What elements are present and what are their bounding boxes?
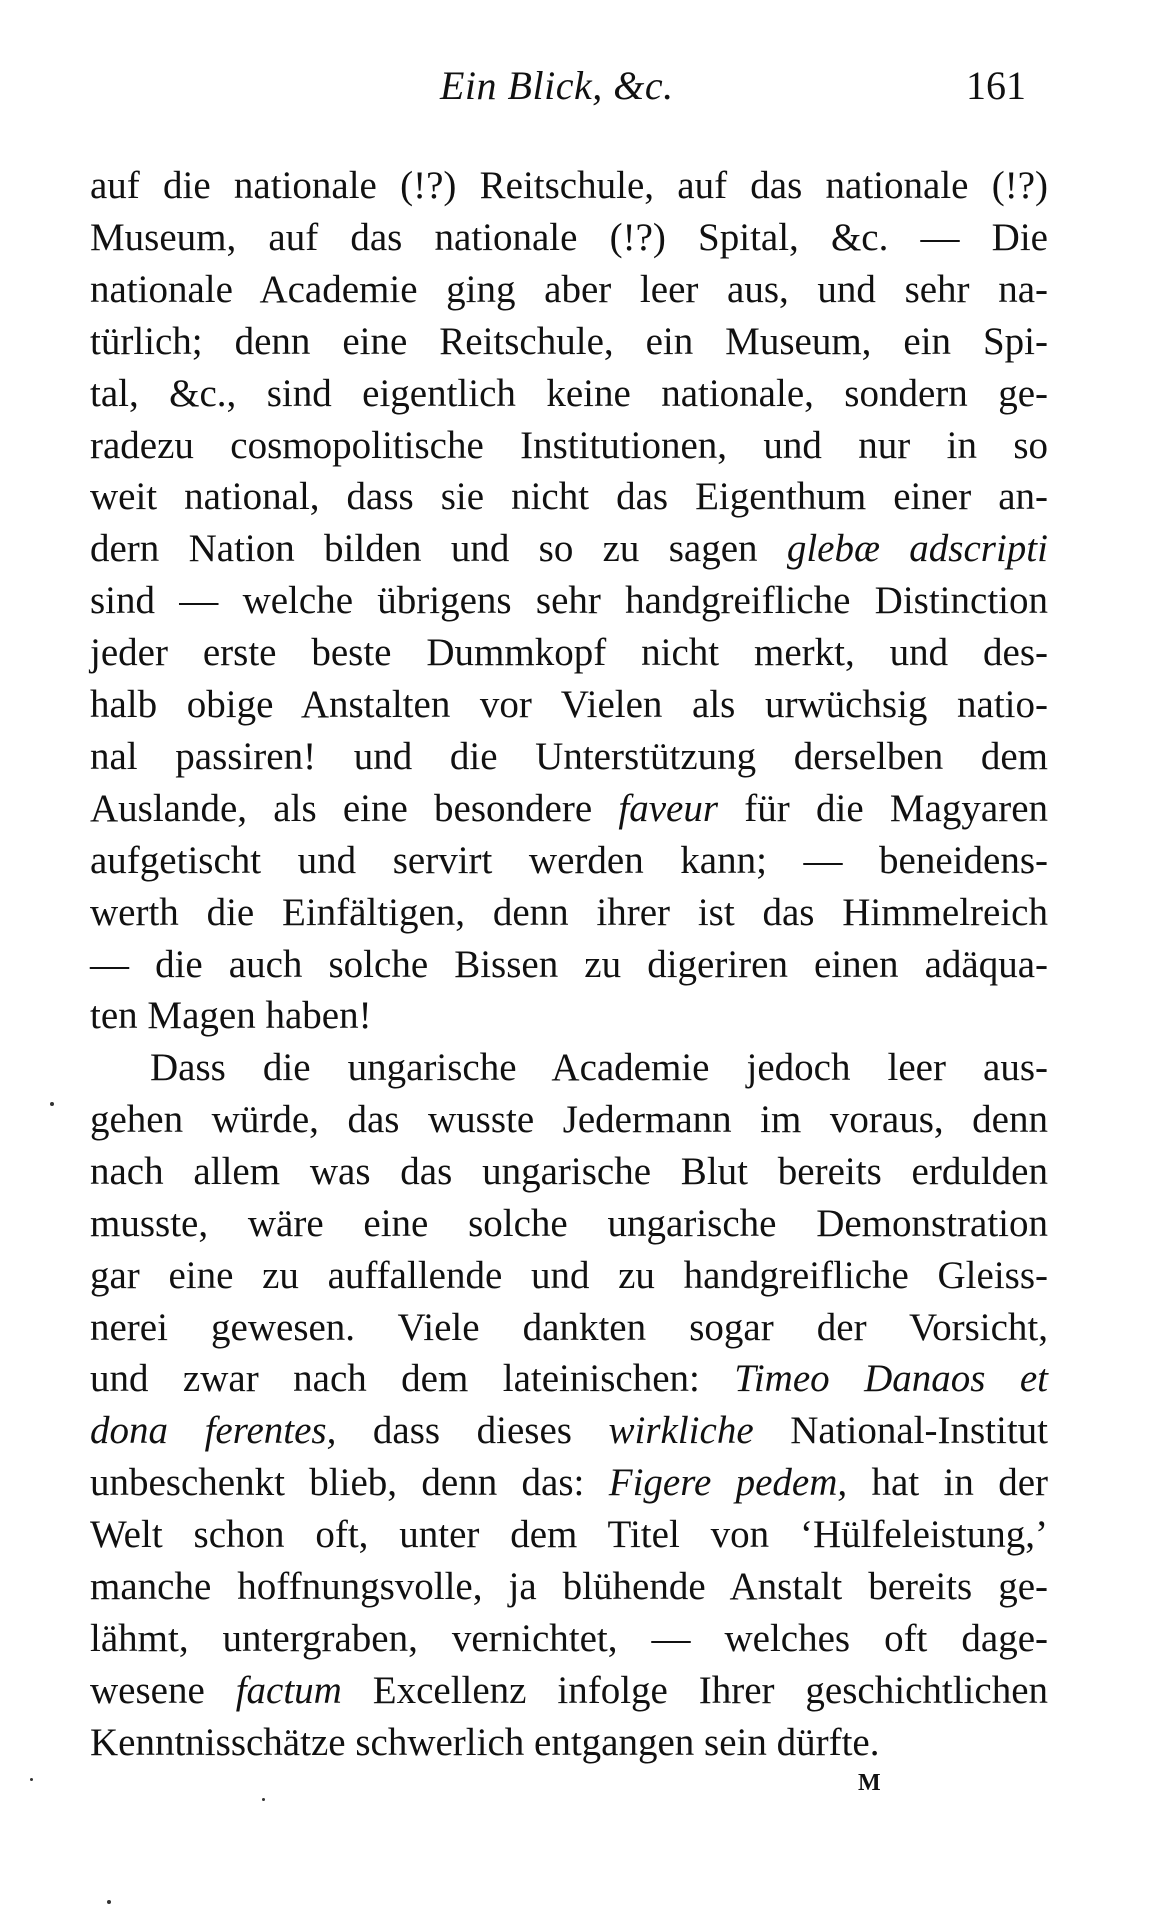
italic-phrase: Figere pedem, xyxy=(608,1461,848,1505)
text-line xyxy=(90,368,1048,420)
text-line xyxy=(90,679,1048,731)
line-text: gehen würde, das wusste Jedermann im voraus, denn xyxy=(90,1097,1048,1141)
line-text: National-Institut xyxy=(753,1409,1048,1453)
speck-mark xyxy=(107,1900,111,1904)
speck-mark xyxy=(262,1798,265,1801)
text-line xyxy=(90,939,1048,991)
line-text: weit national, dass sie nicht das Eigenthum einer an- xyxy=(90,475,1048,519)
line-text: Museum, auf das nationale (!?) Spital, &c. — Die xyxy=(90,215,1048,259)
line-text: — die auch solche Bissen zu digeriren einen adäqua- xyxy=(90,942,1048,986)
line-text: Kenntnisschätze schwerlich entgangen sein dürfte. xyxy=(90,1720,880,1764)
text-line xyxy=(90,1405,1048,1457)
text-line xyxy=(90,523,1048,575)
italic-phrase: glebæ adscripti xyxy=(786,527,1048,571)
text-line xyxy=(90,212,1048,264)
text-line xyxy=(150,1042,1048,1094)
speck-mark xyxy=(50,1102,54,1106)
line-text: halb obige Anstalten vor Vielen als urwüchsig natio- xyxy=(90,683,1048,726)
line-text: hat in der xyxy=(847,1461,1049,1505)
text-line xyxy=(90,1302,1048,1354)
page-number: 161 xyxy=(966,63,1026,108)
text-line xyxy=(90,1198,1048,1250)
speck-mark xyxy=(30,1778,33,1781)
text-line xyxy=(90,731,1048,783)
line-text: dass dieses xyxy=(336,1409,609,1453)
line-text: tal, &c., sind eigentlich keine nationale, sondern ge- xyxy=(90,371,1048,415)
text-line xyxy=(90,627,1048,679)
text-line xyxy=(90,471,1048,523)
text-line xyxy=(90,835,1048,887)
text-line xyxy=(90,1146,1048,1198)
line-text: musste, wäre eine solche ungarische Demonstration xyxy=(90,1201,1048,1245)
line-text: und zwar nach dem lateinischen: xyxy=(90,1357,735,1401)
line-text: türlich; denn eine Reitschule, ein Museum, ein Spi- xyxy=(90,319,1048,363)
text-line xyxy=(90,420,1048,472)
line-text: gar eine zu auffallende und zu handgreifliche Gleiss- xyxy=(90,1253,1048,1297)
text-line xyxy=(90,1457,1048,1509)
italic-phrase: dona ferentes, xyxy=(90,1409,337,1453)
line-text: nach allem was das ungarische Blut bereits erdulden xyxy=(90,1149,1048,1193)
text-line xyxy=(90,990,1048,1042)
italic-phrase: wirkliche xyxy=(608,1409,754,1453)
text-line xyxy=(90,783,1048,835)
line-text: nerei gewesen. Viele dankten sogar der Vorsicht, xyxy=(90,1305,1048,1349)
text-line xyxy=(90,575,1048,627)
line-text: nationale Academie ging aber leer aus, und sehr na- xyxy=(90,267,1048,311)
line-text: sind — welche übrigens sehr handgreifliche Distinction xyxy=(90,579,1048,623)
text-line xyxy=(90,1561,1048,1613)
line-text: jeder erste beste Dummkopf nicht merkt, und des- xyxy=(90,631,1048,675)
line-text: wesene xyxy=(90,1668,236,1712)
signature-mark: M xyxy=(858,1770,881,1796)
text-line xyxy=(90,316,1048,368)
running-title: Ein Blick, &c. xyxy=(440,63,674,108)
text-line xyxy=(90,887,1048,939)
text-line xyxy=(90,1509,1048,1561)
line-text: für die Magyaren xyxy=(718,786,1048,830)
line-text: Auslande, als eine besondere xyxy=(90,786,619,830)
line-text: nal passiren! und die Unterstützung derselben dem xyxy=(90,734,1048,778)
line-text: manche hoffnungsvolle, ja blühende Anstalt bereits ge- xyxy=(90,1565,1048,1608)
text-line xyxy=(90,160,1048,212)
line-text: auf die nationale (!?) Reitschule, auf das nationale (!?) xyxy=(90,164,1048,207)
italic-phrase: factum xyxy=(235,1668,342,1712)
text-line xyxy=(90,1717,1048,1769)
text-line xyxy=(90,1094,1048,1146)
line-text: aufgetischt und servirt werden kann; — beneidens- xyxy=(90,838,1048,882)
line-text: Excellenz infolge Ihrer geschichtlichen xyxy=(341,1668,1048,1712)
line-text: werth die Einfältigen, denn ihrer ist das Himmelreich xyxy=(90,890,1048,934)
text-line xyxy=(90,1250,1048,1302)
line-text: unbeschenkt blieb, denn das: xyxy=(90,1461,609,1505)
italic-phrase: faveur xyxy=(618,786,719,830)
text-line xyxy=(90,1665,1048,1717)
line-text: radezu cosmopolitische Institutionen, und nur in so xyxy=(90,423,1048,467)
line-text: lähmt, untergraben, vernichtet, — welches oft dage- xyxy=(90,1616,1048,1660)
italic-phrase: Timeo Danaos et xyxy=(734,1357,1048,1401)
line-text: Welt schon oft, unter dem Titel von ‘Hülfeleistung,’ xyxy=(90,1513,1048,1557)
text-line xyxy=(90,1613,1048,1665)
line-text: Dass die ungarische Academie jedoch leer aus- xyxy=(150,1046,1048,1089)
line-text: dern Nation bilden und so zu sagen xyxy=(90,527,787,571)
text-line xyxy=(90,264,1048,316)
text-line xyxy=(90,1353,1048,1405)
line-text: ten Magen haben! xyxy=(90,994,372,1038)
